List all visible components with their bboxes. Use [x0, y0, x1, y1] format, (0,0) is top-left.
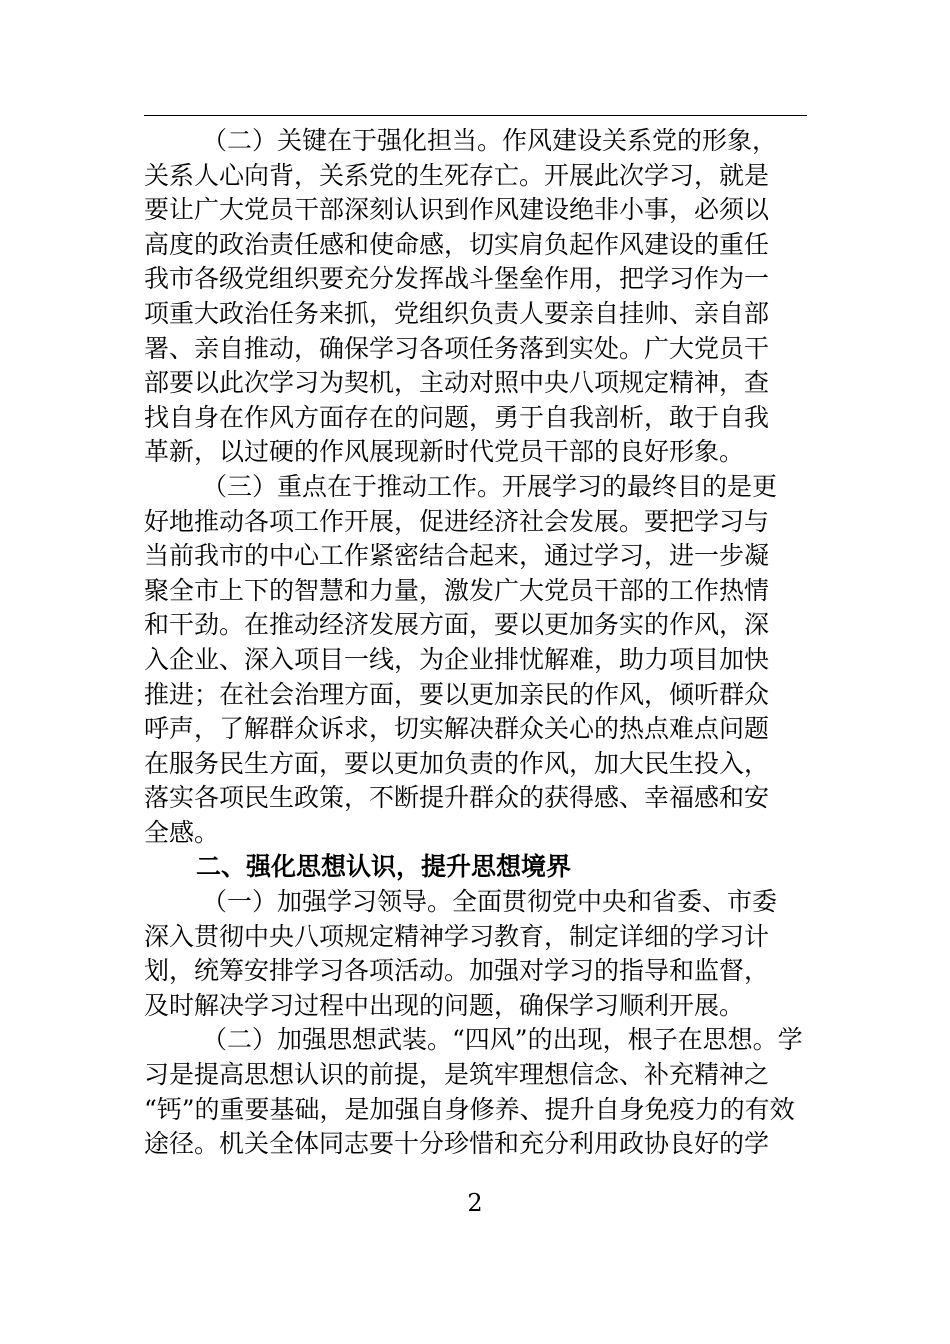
- paragraph-2-line-2: 关系人心向背，关系党的生死存亡。开展此次学习，就是: [144, 160, 770, 190]
- paragraph-4-line-2: 深入贯彻中央八项规定精神学习教育，制定详细的学习计: [144, 921, 770, 951]
- paragraph-4-line-3: 划，统筹安排学习各项活动。加强对学习的指导和监督，: [144, 956, 770, 986]
- paragraph-3-line-10: 落实各项民生政策，不断提升群众的获得感、幸福感和安: [144, 783, 770, 813]
- paragraph-3-line-8: 呼声，了解群众诉求，切实解决群众关心的热点难点问题: [144, 714, 770, 744]
- document-body: [144, 124, 807, 1162]
- paragraph-3-line-3: 当前我市的中心工作紧密结合起来，通过学习，进一步凝: [144, 541, 770, 571]
- paragraph-3-line-2: 好地推动各项工作开展，促进经济社会发展。要把学习与: [144, 506, 770, 536]
- paragraph-3-line-5: 和干劲。在推动经济发展方面，要以更加务实的作风，深: [144, 610, 770, 640]
- page-number: 2: [467, 1189, 483, 1217]
- paragraph-5-line-1: （二）加强思想武装。“四风”的出现，根子在思想。学: [202, 1025, 803, 1055]
- paragraph-4-line-1: （一）加强学习领导。全面贯彻党中央和省委、市委: [202, 887, 778, 917]
- paragraph-5-line-2: 习是提高思想认识的前提，是筑牢理想信念、补充精神之: [144, 1060, 770, 1090]
- paragraph-5-line-3: “钙”的重要基础，是加强自身修养、提升自身免疫力的有效: [144, 1094, 795, 1124]
- paragraph-2-line-7: 署、亲自推动，确保学习各项任务落到实处。广大党员干: [144, 333, 770, 363]
- paragraph-2-line-4: 高度的政治责任感和使命感，切实肩负起作风建设的重任: [144, 229, 770, 259]
- paragraph-4-line-4: 及时解决学习过程中出现的问题，确保学习顺利开展。: [144, 990, 745, 1020]
- paragraph-2-line-6: 项重大政治任务来抓，党组织负责人要亲自挂帅、亲自部: [144, 298, 770, 328]
- paragraph-5-line-4: 途径。机关全体同志要十分珍惜和充分利用政协良好的学: [144, 1129, 770, 1159]
- header-rule: [144, 115, 807, 116]
- paragraph-3-line-9: 在服务民生方面，要以更加负责的作风，加大民生投入，: [144, 748, 770, 778]
- paragraph-2-line-3: 要让广大党员干部深刻认识到作风建设绝非小事，必须以: [144, 195, 770, 225]
- paragraph-3-line-6: 入企业、深入项目一线，为企业排忧解难，助力项目加快: [144, 644, 770, 674]
- paragraph-3-line-4: 聚全市上下的智慧和力量，激发广大党员干部的工作热情: [144, 575, 770, 605]
- paragraph-2-line-8: 部要以此次学习为契机，主动对照中央八项规定精神，查: [144, 368, 770, 398]
- paragraph-3-line-11: 全感。: [144, 817, 220, 847]
- section-heading: 二、强化思想认识，提升思想境界: [196, 852, 572, 882]
- paragraph-2-line-10: 革新，以过硬的作风展现新时代党员干部的良好形象。: [144, 437, 745, 467]
- paragraph-3-line-1: （三）重点在于推动工作。开展学习的最终目的是更: [202, 471, 778, 501]
- paragraph-2-line-9: 找自身在作风方面存在的问题，勇于自我剖析，敢于自我: [144, 402, 770, 432]
- paragraph-2-line-1: （二）关键在于强化担当。作风建设关系党的形象，: [202, 126, 778, 155]
- paragraph-2-line-5: 我市各级党组织要充分发挥战斗堡垒作用，把学习作为一: [144, 264, 770, 294]
- paragraph-3-line-7: 推进；在社会治理方面，要以更加亲民的作风，倾听群众: [144, 679, 770, 709]
